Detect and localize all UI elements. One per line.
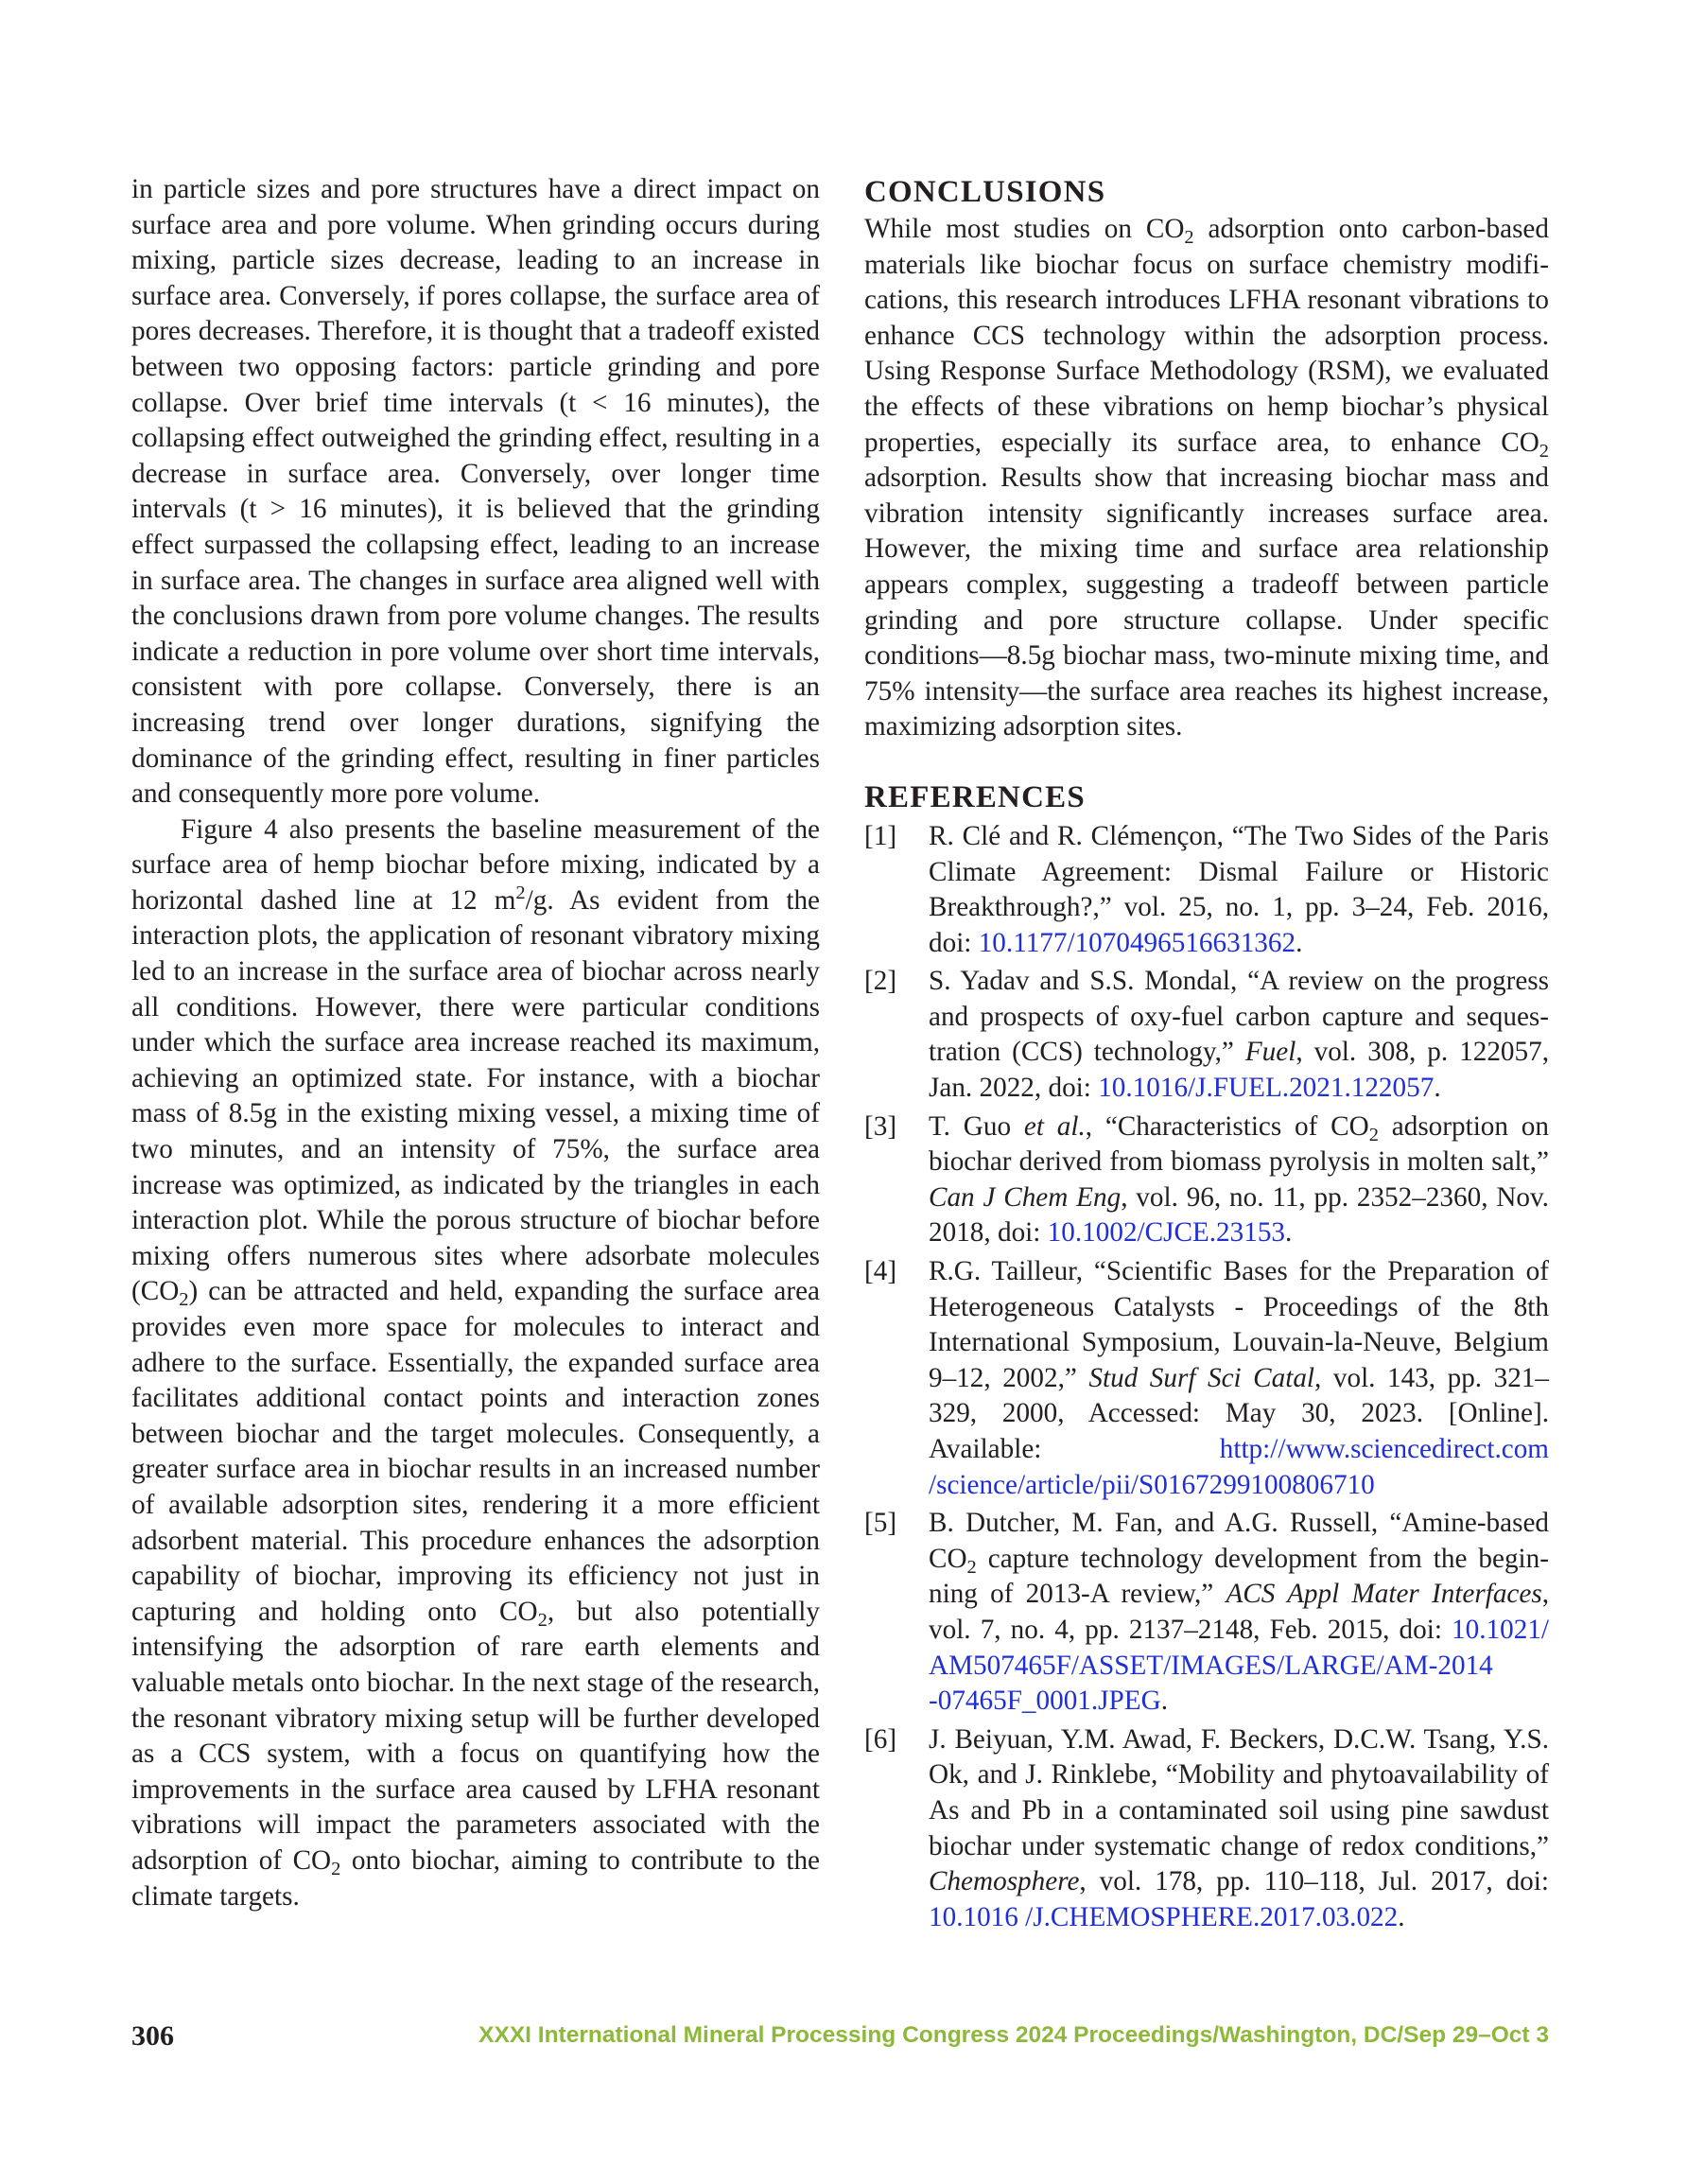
running-footer-title: XXXI International Mineral Processing Congress 2024 Proceedings/Washington, DC/Sep 29–Oct 3: [478, 2022, 1549, 2048]
url-link[interactable]: http://www.sciencedirect.com /science/article/pii/S0167299100806710: [929, 1434, 1549, 1500]
paragraph-text: , but also potentially intensifying the adsorption of rare earth elements and valuable metals onto biochar. In the next stage of the research, the resonant vibratory mixing setup will be further developed as a CCS system, with a focus on quantifying how the improvements in the surface area caused by LFHA resonant vibrations will impact the parameters associated with the adsorption of CO: [131, 1596, 820, 1876]
paragraph-text: adsorption. Results show that increasing biochar mass and vibration intensity significantly increases surface area. However, the mixing time and surface area relationship appears complex, suggesting a tradeoff between particle grinding and pore structure collapse. Under specific conditions—8.5g biochar mass, two-minute mixing time, and 75% intensity—the surface area reaches its highest increase, maximizing adsorption sites.: [864, 463, 1549, 743]
subscript: 2: [1368, 1124, 1379, 1145]
subscript: 2: [179, 1289, 189, 1311]
journal-name: Fuel: [1244, 1037, 1296, 1068]
doi-link[interactable]: 10.1177/1070496516631362: [978, 927, 1296, 958]
body-paragraph: [131, 172, 820, 812]
paragraph-text: While most studies on CO: [864, 214, 1185, 244]
page-number: 306: [131, 2020, 174, 2052]
paragraph-text: in particle sizes and pore structures have a direct impact on surface area and pore volume. When grinding occurs during mixing, particle sizes decrease, leading to an increase in surface area. Conversely, if pores collapse, the surface area of pores decreases. Therefore, it is thought that a tradeoff existed between two opposing factors: particle grinding and pore collapse. Over brief time intervals (t < 16 minutes), the collapsing effect outweighed the grinding effect, resulting in a decrease in surface area. Conversely, over longer time intervals (t > 16 minutes), it is believed that the grinding effect surpassed the collapsing effect, leading to an increase in surface area. The changes in surface area aligned well with the conclusions drawn from pore volume changes. The results indicate a reduction in pore volume over short time intervals, consistent with pore collapse. Conversely, there is an increasing trend over longer durations, signifying the dominance of the grinding effect, resulting in finer particles and consequently more pore volume.: [131, 174, 820, 810]
journal-name: Chemosphere: [929, 1866, 1080, 1897]
reference-number: [3]: [864, 1110, 897, 1142]
reference-item: [864, 819, 1549, 961]
reference-text: S. Yadav and S.S. Mondal, “A review on the progress and prospects of oxy-fuel carbon capture and sequestration (CCS) technology,” Fuel, vol. 308, p. 122057, Jan. 2022, doi: 10.1016/J.FUEL.2021.122057.: [929, 966, 1550, 1104]
doi-link[interactable]: 10.1021/ AM507465F/ASSET/IMAGES/LARGE/AM-2014 -07465F_0001.JPEG: [929, 1614, 1549, 1717]
reference-item: [864, 1506, 1549, 1720]
section-heading-references: REFERENCES: [864, 779, 1086, 814]
doi-link[interactable]: 10.1002/CJCE.23153: [1047, 1217, 1286, 1249]
journal-name: Stud Surf Sci Catal: [1088, 1362, 1315, 1393]
paragraph-text: onto biochar, aiming to contribute to the climate targets.: [131, 1844, 820, 1912]
paragraph-text: adsorption onto carbon-based materials like biochar focus on surface chemistry modifications, this research introduces LFHA resonant vibrations to enhance CCS technology within the adsorption process. Using Response Surface Methodology (RSM), we evaluated the effects of these vibrations on hemp biochar’s physical properties, especially its surface area, to enhance CO: [864, 214, 1549, 458]
reference-number: [2]: [864, 966, 897, 997]
reference-text: R.G. Tailleur, “Scientific Bases for the Preparation of Heterogeneous Catalysts - Proceedings of the 8th International Symposium, Louvain-la-Neuve, Belgium 9–12, 2002,” Stud Surf Sci Catal, vol. 143, pp. 321–329, 2000, Accessed: May 30, 2023. [Online]. Available: http://www.sciencedirect.com /science/article/pii/S0167299100806710: [929, 1256, 1549, 1500]
paragraph-text: ) can be attracted and held, expanding the surface area provides even more space for molecules to interact and adhere to the surface. Essentially, the expanded surface area facilitates additional contact points and interaction zones between biochar and the target molecules. Consequently, a greater surface area in biochar results in an increased number of available adsorption sites, rendering it a more efficient adsorbent material. This procedure enhances the adsorption capability of biochar, improving its efficiency not just in capturing and holding onto CO: [131, 1276, 820, 1627]
subscript: 2: [537, 1609, 548, 1631]
doi-link[interactable]: 10.1016 /J.CHEMOSPHERE.2017.03.022: [929, 1901, 1399, 1932]
paragraph-text: Figure 4 also presents the baseline measurement of the surface area of hemp biochar before mixing, indicated by a horizontal dashed line at 12 m: [131, 813, 820, 916]
superscript: 2: [515, 882, 526, 903]
page-footer: [131, 2020, 1549, 2058]
journal-name: Can J Chem Eng: [929, 1181, 1122, 1213]
reference-number: [6]: [864, 1723, 897, 1755]
reference-text: J. Beiyuan, Y.M. Awad, F. Beckers, D.C.W. Tsang, Y.S. Ok, and J. Rinklebe, “Mobility and phytoavailability of As and Pb in a contaminated soil using pine sawdust biochar under systematic change of redox conditions,” Chemosphere, vol. 178, pp. 110–118, Jul. 2017, doi: 10.1016 /J.CHEMOSPHERE.2017.03.022.: [929, 1723, 1549, 1932]
reference-text: R. Clé and R. Clémençon, “The Two Sides of the Paris Climate Agreement: Dismal Failure or Historic Breakthrough?,” vol. 25, no. 1, pp. 3–24, Feb. 2016, doi: 10.1177/1070496516631362.: [929, 820, 1549, 958]
reference-item: [864, 964, 1549, 1106]
conclusions-paragraph: [864, 212, 1549, 745]
left-column: [131, 172, 820, 1914]
paragraph-text: /g. As evident from the interaction plots, the application of resonant vibratory mixing led to an increase in the surface area of biochar across nearly all conditions. However, there were particular conditions under which the surface area increase reached its maximum, achieving an optimized state. For instance, with a biochar mass of 8.5g in the existing mixing vessel, a mixing time of two minutes, and an intensity of 75%, the surface area increase was optimized, as indicated by the triangles in each interaction plot. While the porous structure of biochar before mixing offers numerous sites where adsorbate molecules (CO: [131, 884, 820, 1307]
subscript: 2: [331, 1859, 341, 1880]
subscript: 2: [1539, 440, 1549, 462]
reference-text: B. Dutcher, M. Fan, and A.G. Russell, “Amine-based $CO_2$ capture technology development from the beginning of 2013-A review,” ACS Appl Mater Interfaces, vol. 7, no. 4, pp. 2137–2148, Feb. 2015, doi: 10.1021/ AM507465F/ASSET/IMAGES/LARGE/AM-2014 -07465F_0001.JPEG.: [929, 1508, 1549, 1717]
reference-number: [4]: [864, 1256, 897, 1287]
body-paragraph: [131, 812, 820, 1914]
reference-number: [1]: [864, 820, 897, 851]
reference-item: [864, 1109, 1549, 1251]
section-heading-conclusions: CONCLUSIONS: [864, 175, 1106, 209]
subscript: 2: [1184, 227, 1194, 249]
reference-text: T. Guo et al., “Characteristics of $CO_2$ adsorption on biochar derived from biomass pyrolysis in molten salt,” Can J Chem Eng, vol. 96, no. 11, pp. 2352–2360, Nov. 2018, doi: 10.1002/CJCE.23153.: [929, 1110, 1549, 1249]
reference-item: [864, 1722, 1549, 1936]
journal-name: ACS Appl Mater Interfaces: [1226, 1579, 1542, 1610]
reference-number: [5]: [864, 1508, 897, 1539]
reference-item: [864, 1254, 1549, 1503]
doi-link[interactable]: 10.1016/J.FUEL.2021.122057: [1098, 1073, 1435, 1104]
subscript: 2: [966, 1556, 977, 1578]
right-column: [864, 172, 1549, 1938]
